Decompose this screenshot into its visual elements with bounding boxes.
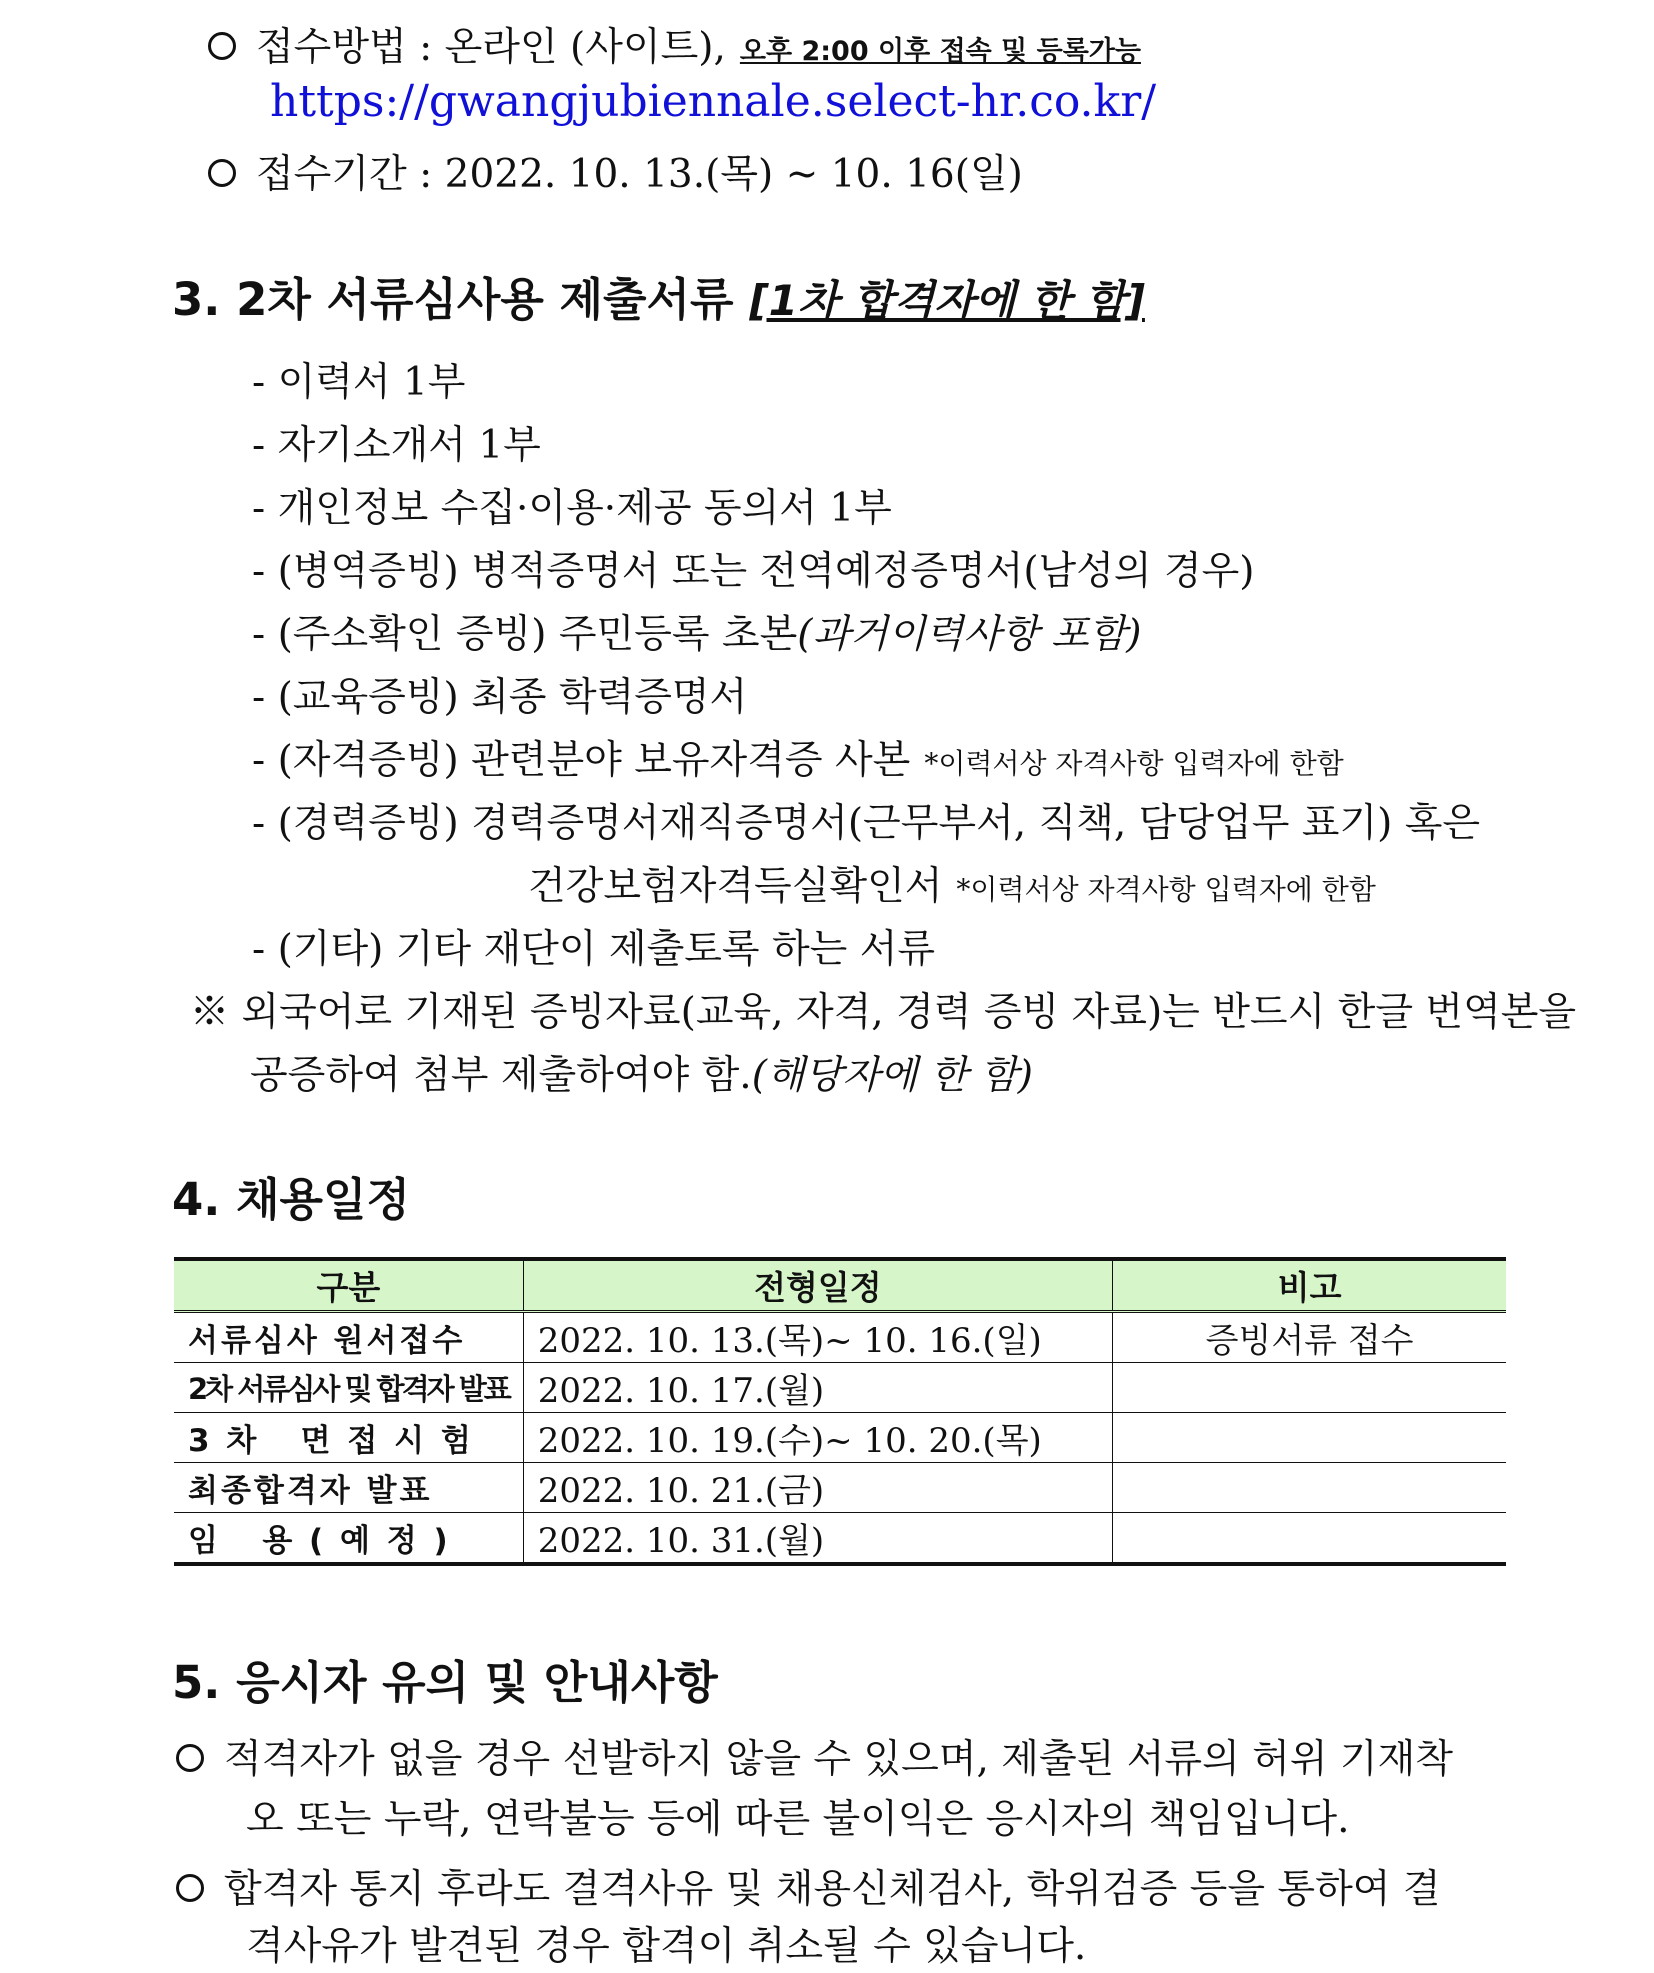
application-period-line — [208, 150, 1023, 200]
table-row — [174, 1413, 1506, 1463]
doc-item: - 자기소개서 1부 — [252, 423, 541, 468]
section3-title-line — [172, 272, 1145, 329]
stage-cell: 서류심사 원서접수 — [174, 1312, 523, 1363]
schedule-table — [174, 1257, 1506, 1566]
doc-item-address — [252, 610, 1142, 660]
p1-text: 적격자가 없을 경우 선발하지 않을 수 있으며, 제출된 서류의 허위 기재착 — [224, 1737, 1453, 1782]
column-header: 비고 — [1113, 1259, 1506, 1312]
stage-cell: 임 용 ( 예 정 ) — [174, 1513, 523, 1565]
doc-item-text: - (자격증빙) 관련분야 보유자격증 사본 — [252, 738, 911, 783]
application-method-line — [208, 23, 1141, 77]
stage-cell: 최종합격자 발표 — [174, 1463, 523, 1513]
doc-item-text: - (주소확인 증빙) 주민등록 초본 — [252, 612, 798, 657]
application-method-label: 접수방법 : 온라인 (사이트), — [256, 25, 726, 70]
circle-bullet-icon — [208, 159, 236, 187]
note-cell — [1113, 1513, 1506, 1565]
application-period-label: 접수기간 : 2022. 10. 13.(목) ~ 10. 16(일) — [256, 152, 1023, 197]
date-cell: 2022. 10. 17.(월) — [523, 1363, 1112, 1413]
section3-notice-line1: ※ 외국어로 기재된 증빙자료(교육, 자격, 경력 증빙 자료)는 반드시 한글 번역본을 — [190, 990, 1577, 1035]
note-cell — [1113, 1463, 1506, 1513]
note-cell — [1113, 1363, 1506, 1413]
doc-item: - (경력증빙) 경력증명서재직증명서(근무부서, 직책, 담당업무 표기) 혹은 — [252, 801, 1481, 846]
stage-cell: 2차 서류심사 및 합격자 발표 — [174, 1363, 523, 1413]
circle-bullet-icon — [176, 1874, 204, 1902]
note-cell: 증빙서류 접수 — [1113, 1312, 1506, 1363]
section3-title: 3. 2차 서류심사용 제출서류 — [172, 273, 734, 326]
doc-item-continued — [528, 862, 1376, 915]
doc-item: - (교육증빙) 최종 학력증명서 — [252, 675, 748, 720]
notice-text: 공증하여 첨부 제출하여야 함. — [250, 1053, 752, 1098]
column-header: 전형일정 — [523, 1259, 1112, 1312]
doc-item-text: 건강보험자격득실확인서 — [528, 864, 943, 909]
date-cell: 2022. 10. 31.(월) — [523, 1513, 1112, 1565]
application-method-note: 오후 2:00 이후 접속 및 등록가능 — [739, 36, 1141, 67]
doc-item: - (기타) 기타 재단이 제출토록 하는 서류 — [252, 927, 936, 972]
section4-title: 4. 채용일정 — [172, 1173, 410, 1226]
section3-notice-line2 — [250, 1051, 1033, 1101]
doc-item: - 개인정보 수집·이용·제공 동의서 1부 — [252, 486, 892, 531]
p2-text: 합격자 통지 후라도 결격사유 및 채용신체검사, 학위검증 등을 통하여 결 — [224, 1867, 1441, 1912]
section5-p1-line1 — [176, 1735, 1453, 1785]
application-url[interactable]: https://gwangjubiennale.select-hr.co.kr/ — [270, 76, 1157, 127]
stage-cell: 3 차 면 접 시 험 — [174, 1413, 523, 1463]
section3-title-note: [1차 합격자에 한 함] — [749, 276, 1145, 325]
date-cell: 2022. 10. 13.(목)~ 10. 16.(일) — [523, 1312, 1112, 1363]
section5-p1-line2: 오 또는 누락, 연락불능 등에 따른 불이익은 응시자의 책임입니다. — [246, 1797, 1350, 1842]
doc-item: - 이력서 1부 — [252, 360, 466, 405]
circle-bullet-icon — [176, 1744, 204, 1772]
notice-note: (해당자에 한 함) — [751, 1053, 1033, 1098]
doc-item-note: *이력서상 자격사항 입력자에 한함 — [924, 747, 1344, 780]
table-row — [174, 1463, 1506, 1513]
section5-p2-line1 — [176, 1865, 1441, 1915]
table-header-row — [174, 1259, 1506, 1312]
doc-item-license — [252, 736, 1344, 789]
table-row — [174, 1312, 1506, 1363]
column-header: 구분 — [174, 1259, 523, 1312]
doc-item-note: (과거이력사항 포함) — [797, 612, 1142, 657]
doc-item-note: *이력서상 자격사항 입력자에 한함 — [956, 873, 1376, 906]
date-cell: 2022. 10. 19.(수)~ 10. 20.(목) — [523, 1413, 1112, 1463]
table-row — [174, 1363, 1506, 1413]
date-cell: 2022. 10. 21.(금) — [523, 1463, 1112, 1513]
note-cell — [1113, 1413, 1506, 1463]
doc-item: - (병역증빙) 병적증명서 또는 전역예정증명서(남성의 경우) — [252, 549, 1255, 594]
circle-bullet-icon — [208, 32, 236, 60]
section5-p2-line2: 격사유가 발견된 경우 합격이 취소될 수 있습니다. — [246, 1924, 1087, 1969]
table-row — [174, 1513, 1506, 1565]
section5-title: 5. 응시자 유의 및 안내사항 — [172, 1656, 718, 1709]
